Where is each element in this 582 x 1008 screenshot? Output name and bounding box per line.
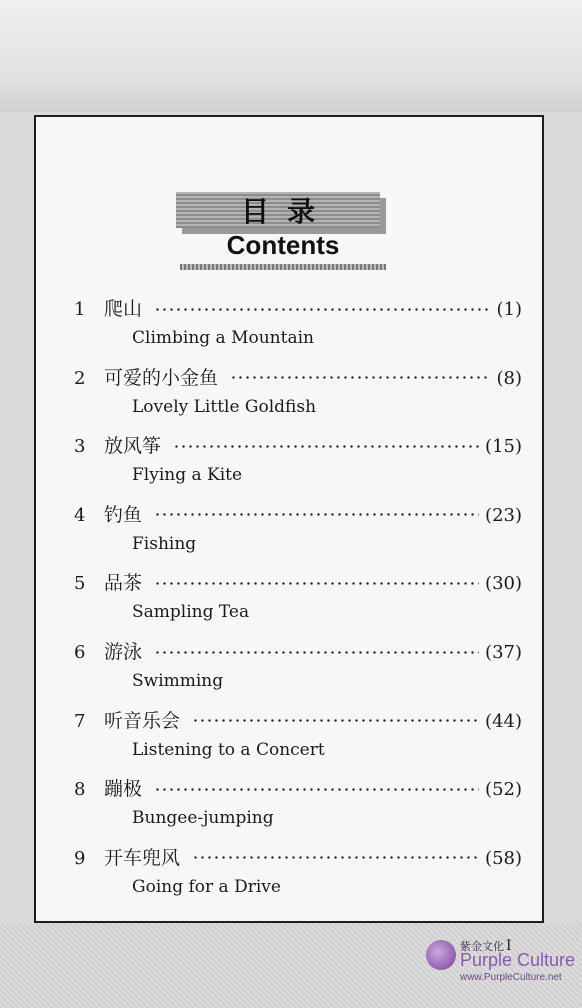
toc-title-english: Fishing (132, 533, 197, 554)
page-number: I (506, 938, 512, 954)
toc-number: 3 (74, 436, 86, 458)
toc-title-chinese: 爬山 (104, 298, 143, 320)
toc-title-chinese: 放风筝 (104, 435, 162, 458)
title-english: Contents (226, 230, 340, 260)
toc-entry-line (74, 568, 522, 598)
toc-title-chinese: 钓鱼 (104, 503, 143, 526)
toc-title-chinese: 听音乐会 (104, 709, 181, 732)
toc-number: 4 (74, 504, 86, 526)
toc-page-number: (1) (496, 299, 522, 320)
toc-page-number: (23) (485, 504, 522, 526)
toc-leader-dots (154, 651, 479, 654)
toc-number: 2 (74, 367, 86, 389)
watermark-logo (426, 938, 576, 988)
toc-leader-dots (154, 308, 490, 311)
watermark-cn: 紫金文化 (460, 940, 504, 953)
page-top-background (0, 0, 582, 112)
toc-number: 5 (74, 573, 86, 595)
toc-leader-dots (230, 376, 490, 379)
title-english-block (176, 230, 390, 270)
toc-entry (74, 568, 522, 632)
toc-title-english: Bungee-jumping (132, 808, 274, 829)
toc-entry-line (74, 363, 522, 393)
toc-leader-dots (154, 582, 479, 585)
toc-page-number: (58) (485, 847, 522, 869)
toc-leader-dots (192, 856, 479, 859)
toc-title-chinese: 品茶 (104, 572, 143, 595)
contents-page (34, 115, 544, 923)
toc-leader-dots (173, 445, 479, 448)
title-chinese: 目录 (176, 192, 380, 228)
toc-number: 9 (74, 847, 86, 869)
toc-page-number: (30) (485, 573, 522, 595)
toc-title-chinese: 游泳 (104, 641, 143, 663)
toc-title-english: Climbing a Mountain (132, 328, 314, 348)
toc-page-number: (44) (485, 710, 522, 732)
toc-page-number: (37) (485, 642, 522, 663)
watermark-name: Purple Culture (460, 950, 576, 970)
logo-circle-icon (426, 940, 456, 970)
toc-number: 1 (74, 299, 86, 320)
title-chinese-block (176, 192, 386, 234)
toc-leader-dots (192, 719, 479, 722)
toc-title-chinese: 蹦极 (104, 778, 143, 801)
toc-leader-dots (154, 788, 479, 791)
toc-entry (74, 294, 522, 358)
toc-page-number: (8) (496, 367, 522, 389)
toc-title-chinese: 可爱的小金鱼 (104, 366, 219, 389)
toc-title-english: Swimming (132, 671, 224, 691)
toc-entry-line (74, 774, 522, 804)
toc-entry-line (74, 294, 522, 324)
toc-leader-dots (154, 513, 479, 516)
toc-title-english: Flying a Kite (132, 465, 243, 486)
toc-entry-line (74, 431, 522, 461)
toc-number: 7 (74, 710, 86, 732)
toc-entry (74, 637, 522, 701)
toc-title-english: Going for a Drive (132, 876, 281, 897)
toc-title-english: Listening to a Concert (132, 739, 325, 760)
toc-number: 8 (74, 779, 86, 801)
toc-entry-line (74, 843, 522, 873)
toc-entry-line (74, 637, 522, 667)
watermark-url: www.PurpleCulture.net (460, 972, 562, 983)
toc-entry (74, 431, 522, 495)
toc-entry (74, 774, 522, 838)
toc-page-number: (52) (485, 779, 522, 801)
toc-entry (74, 500, 522, 564)
toc-page-number: (15) (485, 436, 522, 458)
toc-entry (74, 843, 522, 907)
toc-entry-line (74, 500, 522, 530)
toc-title-english: Lovely Little Goldfish (132, 396, 317, 417)
toc-number: 6 (74, 642, 86, 663)
toc-entry-line (74, 706, 522, 736)
toc-entry (74, 363, 522, 427)
toc-title-english: Sampling Tea (132, 602, 250, 623)
toc-entry (74, 706, 522, 770)
toc-title-chinese: 开车兜风 (104, 846, 181, 869)
title-underline (180, 264, 386, 270)
